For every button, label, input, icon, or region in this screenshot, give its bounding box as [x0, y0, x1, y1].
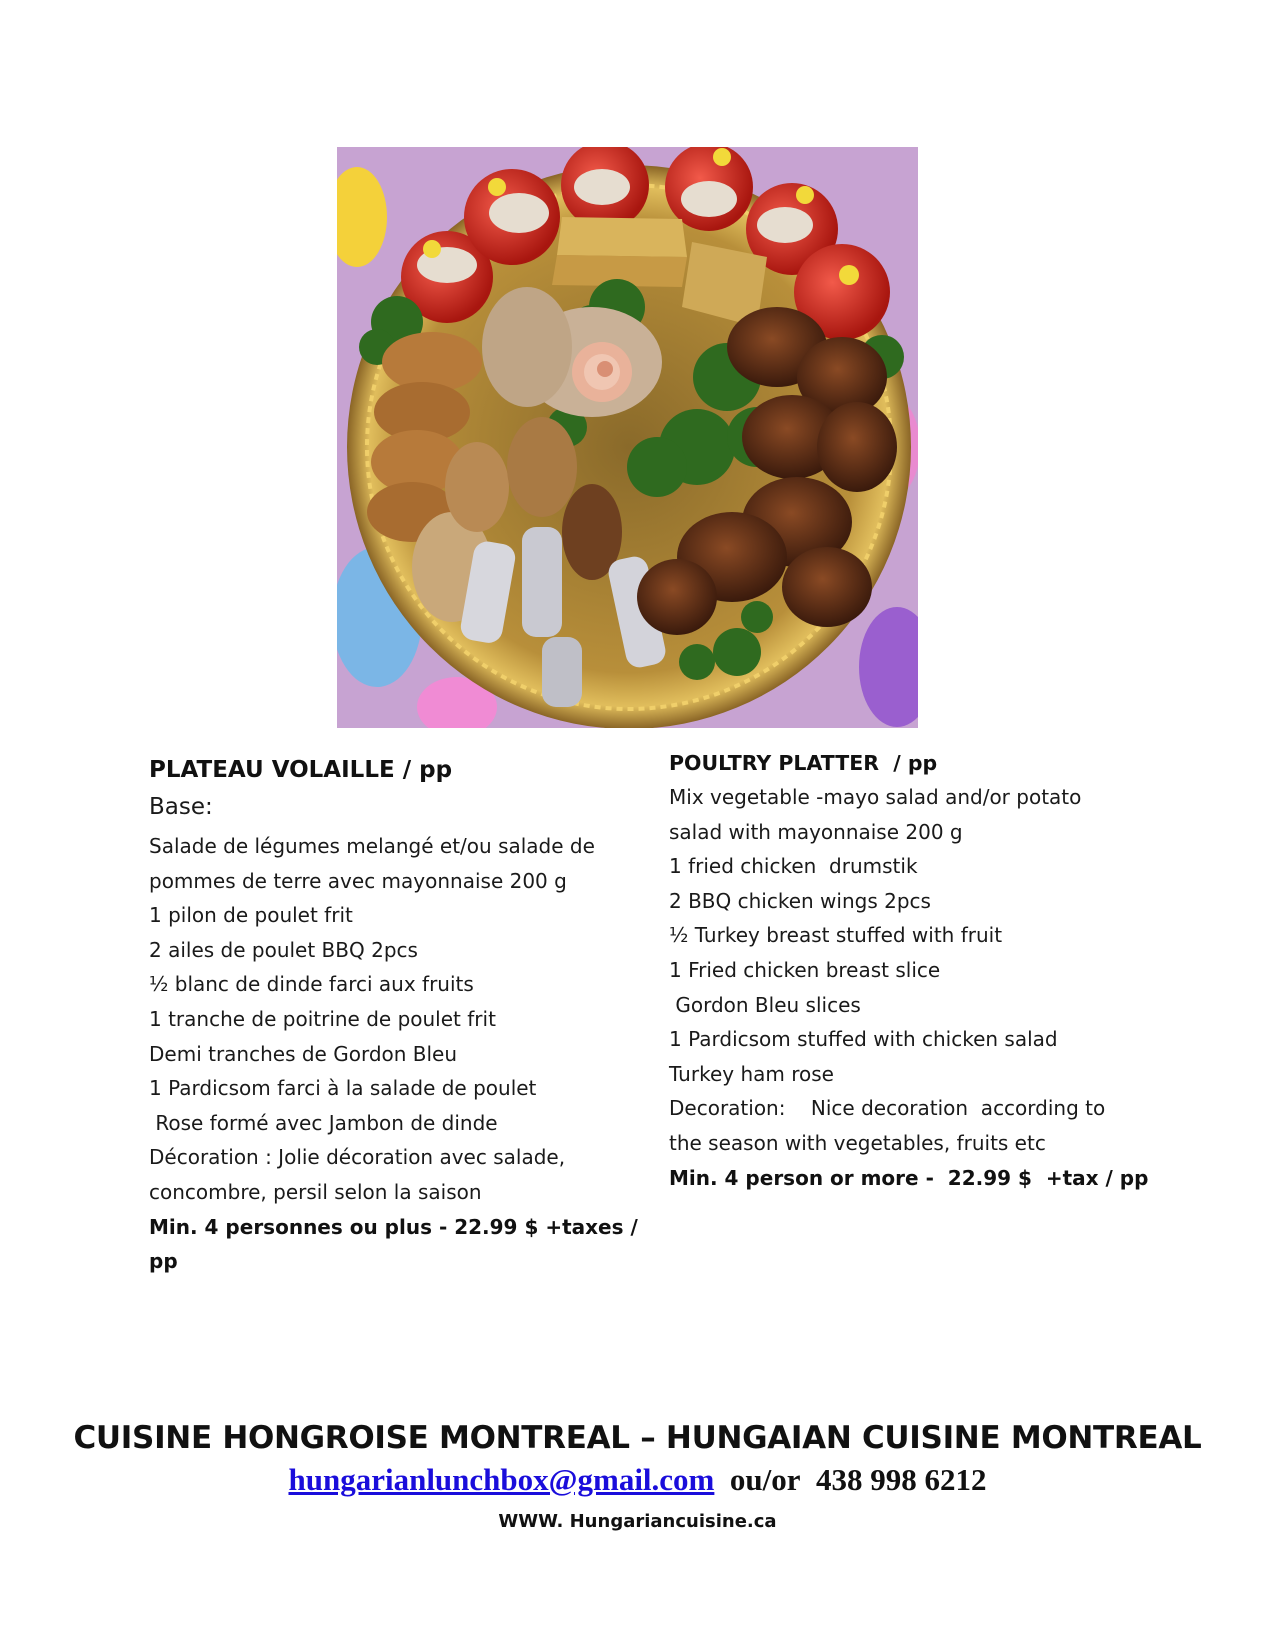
french-item: Rose formé avec Jambon de dinde: [149, 1110, 498, 1135]
contact-line: [0, 1462, 1275, 1498]
french-item: 1 tranche de poitrine de poulet frit: [149, 1006, 496, 1031]
english-item: 1 Fried chicken breast slice: [669, 957, 941, 982]
french-item: Demi tranches de Gordon Bleu: [149, 1041, 458, 1066]
phone-number: 438 998 6212: [816, 1462, 987, 1497]
website: WWW. Hungariancuisine.ca: [498, 1511, 777, 1532]
french-title: PLATEAU VOLAILLE / pp: [149, 757, 453, 783]
platter-photo: [337, 147, 918, 728]
english-item: salad with mayonnaise 200 g: [669, 819, 963, 844]
french-description: [149, 752, 638, 1279]
french-item: pommes de terre avec mayonnaise 200 g: [149, 868, 567, 893]
english-item: 2 BBQ chicken wings 2pcs: [669, 888, 931, 913]
french-item: concombre, persil selon la saison: [149, 1179, 482, 1204]
english-item: ½ Turkey breast stuffed with fruit: [669, 923, 1003, 948]
footer-heading: CUISINE HONGROISE MONTREAL – HUNGAIAN CUISINE MONTREAL: [73, 1420, 1202, 1456]
platter-illustration: [337, 147, 918, 728]
french-item: Salade de légumes melangé et/ou salade de: [149, 834, 595, 858]
english-description: [669, 748, 1149, 1195]
english-item: 1 Pardicsom stuffed with chicken salad: [669, 1027, 1058, 1052]
ham-rose: [572, 342, 632, 402]
english-item: the season with vegetables, fruits etc: [669, 1130, 1046, 1155]
french-base-label: Base:: [149, 794, 213, 820]
french-item: 2 ailes de poulet BBQ 2pcs: [149, 937, 418, 962]
french-item: 1 Pardicsom farci à la salade de poulet: [149, 1076, 537, 1101]
contact-separator: ou/or: [729, 1462, 801, 1497]
french-item: Décoration : Jolie décoration avec salade,: [149, 1145, 566, 1170]
english-item: Gordon Bleu slices: [669, 992, 861, 1017]
email-link[interactable]: hungarianlunchbox@gmail.com: [288, 1462, 715, 1497]
english-item: Turkey ham rose: [669, 1061, 834, 1086]
english-price: Min. 4 person or more - 22.99 $ +tax / pp: [669, 1165, 1149, 1190]
english-title: POULTRY PLATTER / pp: [669, 751, 938, 775]
french-item: 1 pilon de poulet frit: [149, 903, 353, 928]
english-item: Mix vegetable -mayo salad and/or potato: [669, 785, 1082, 809]
french-item: ½ blanc de dinde farci aux fruits: [149, 972, 474, 997]
french-price-unit: pp: [149, 1249, 178, 1274]
english-item: 1 fried chicken drumstik: [669, 854, 918, 879]
english-item: Decoration: Nice decoration according to: [669, 1096, 1106, 1121]
french-price: Min. 4 personnes ou plus - 22.99 $ +taxes /: [149, 1214, 638, 1239]
